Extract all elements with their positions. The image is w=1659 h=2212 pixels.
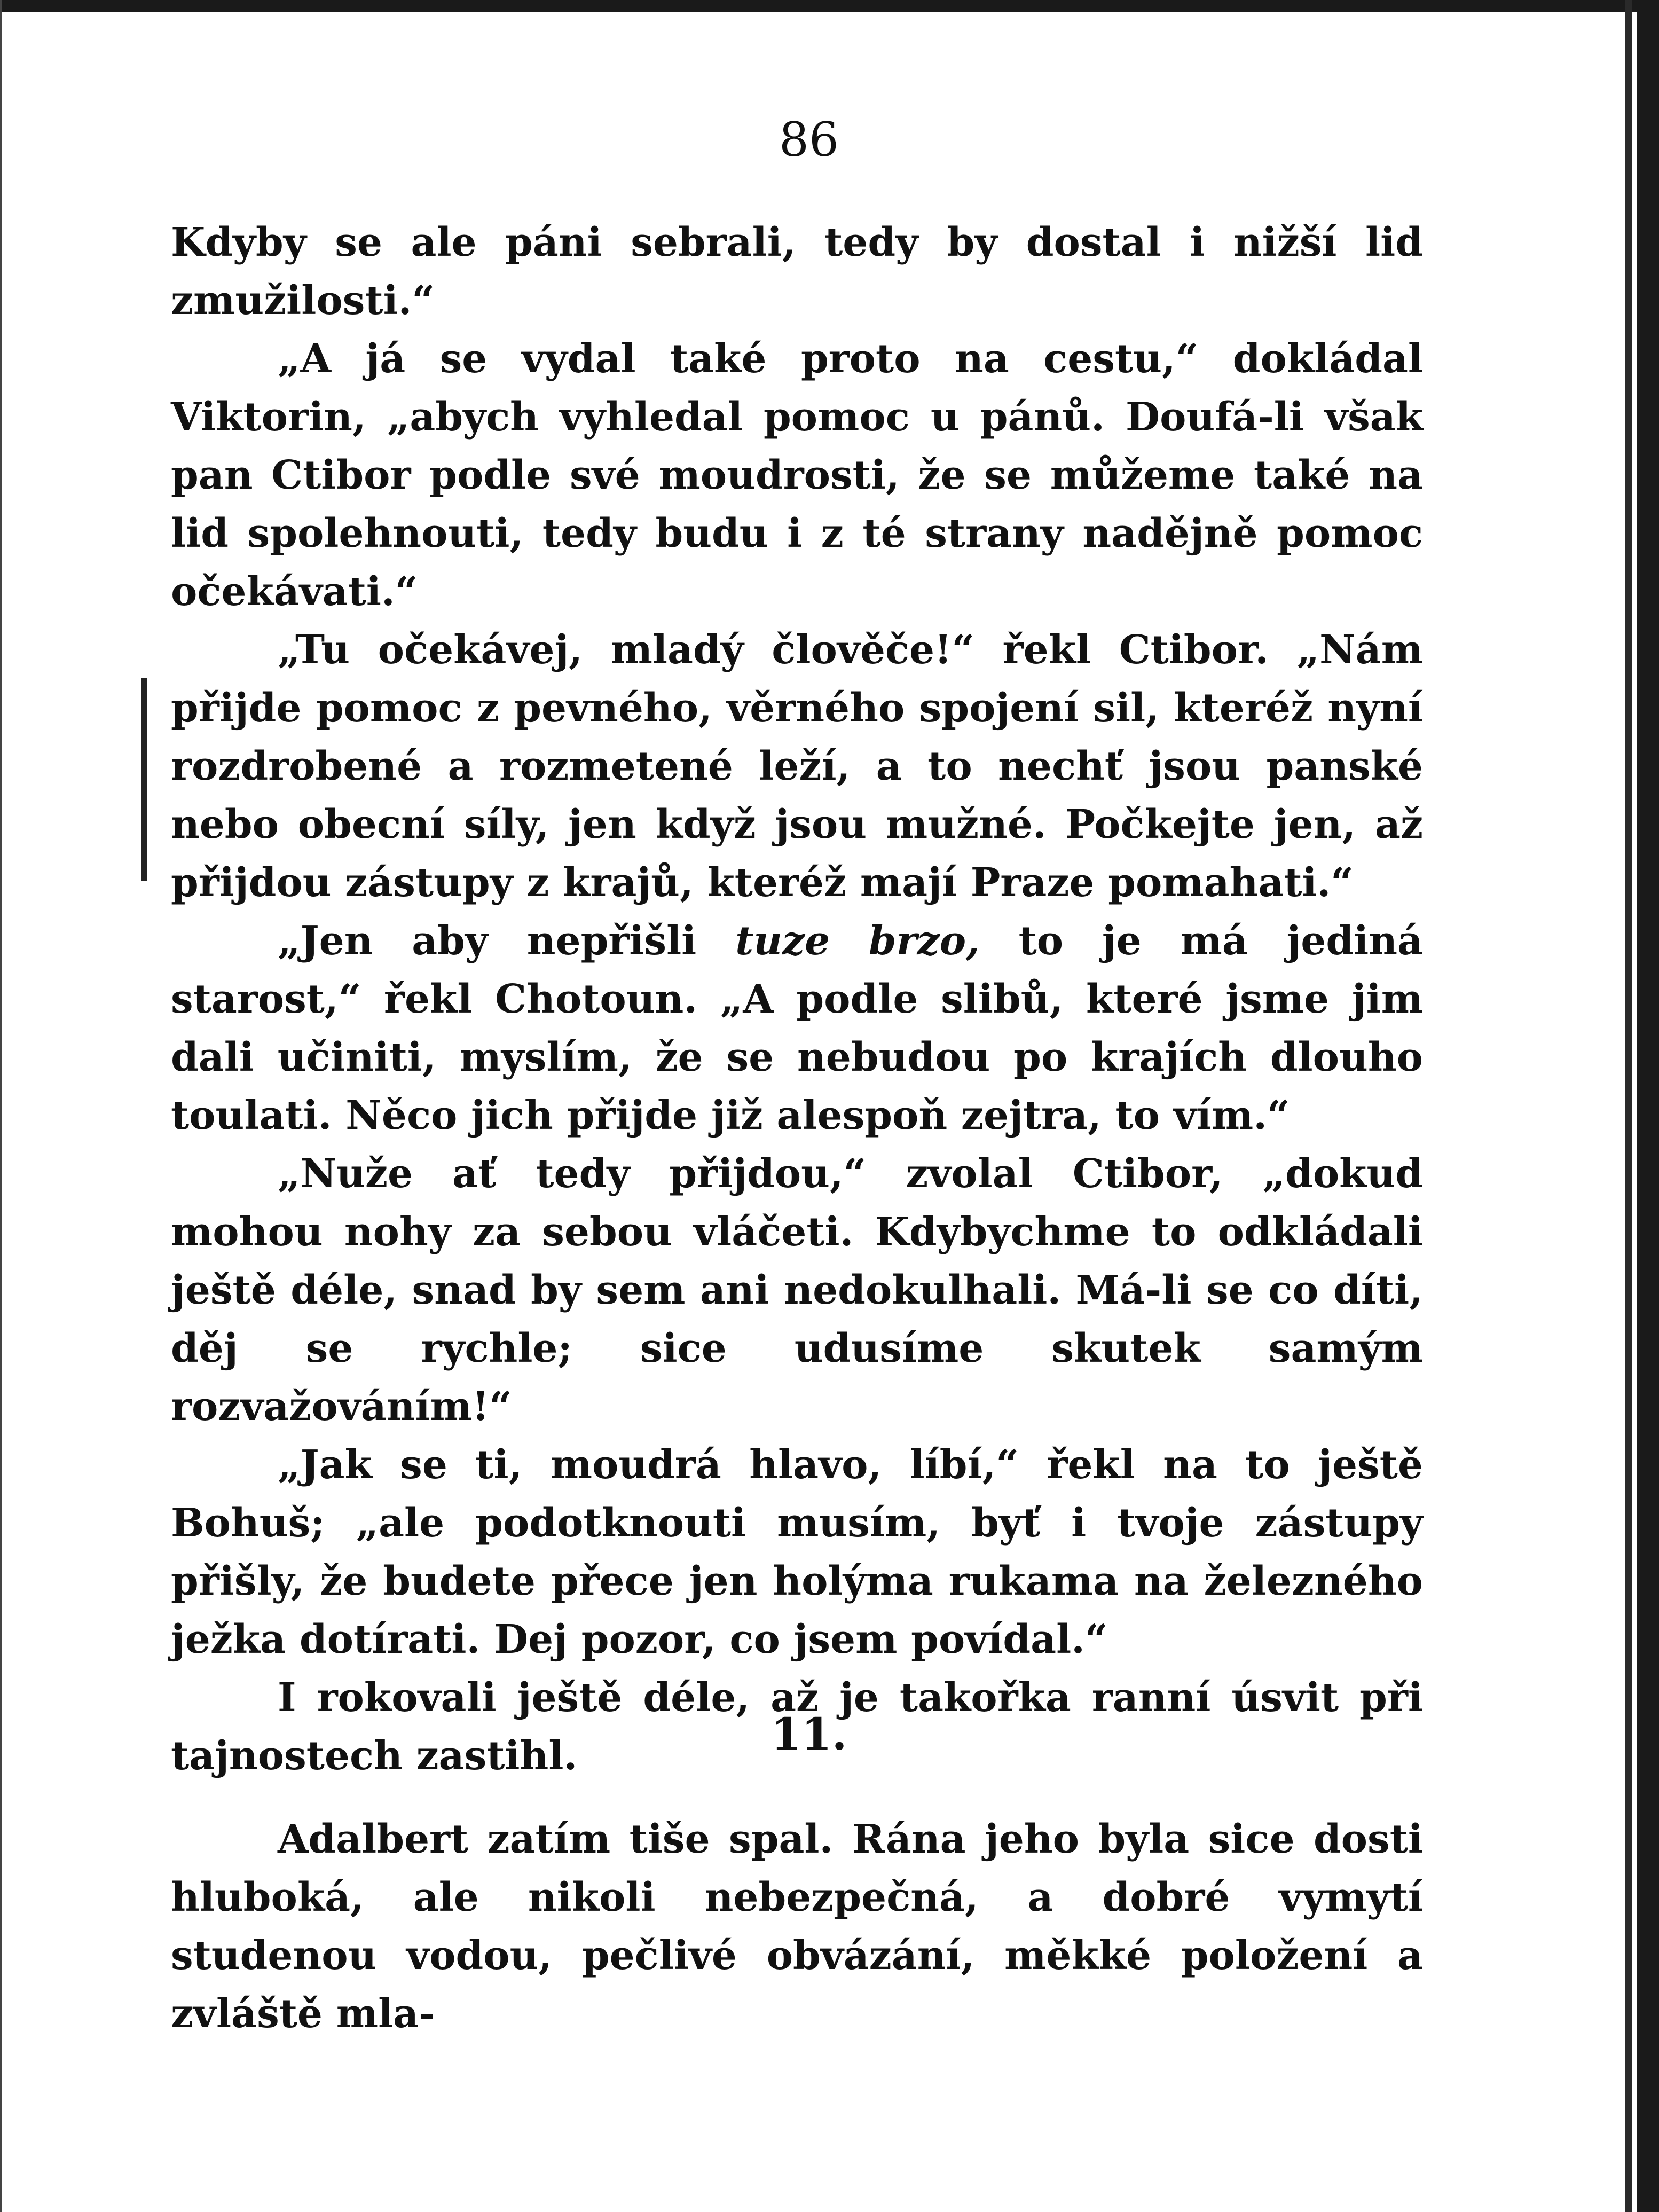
body-text xyxy=(171,214,1423,1785)
italic-phrase: tuze brzo, xyxy=(735,918,980,964)
paragraph: „A já se vydal také proto na cestu,“ dokládal Viktorin, „abych vyhledal pomoc u pánů. Doufá-li však pan Ctibor podle své moudrosti, že se můžeme také na lid spolehnouti, tedy budu i z té strany nadějně pomoc očekávati.“ xyxy=(171,336,1423,615)
chapter-heading: 11. xyxy=(770,1709,847,1760)
scan-border-right xyxy=(1637,0,1659,2212)
chapter-body-text xyxy=(171,1810,1423,2043)
paragraph: Adalbert zatím tiše spal. Rána jeho byla sice dosti hluboká, ale nikoli nebezpečná, a dobré vymytí studenou vodou, pečlivé obvázání, měkké položení a zvláště mla- xyxy=(171,1816,1423,2037)
paragraph: „Tu očekávej, mladý člověče!“ řekl Ctibor. „Nám přijde pomoc z pevného, věrného spojení sil, kteréž nyní rozdrobené a rozmetené leží, a to nechť jsou panské nebo obecní síly, jen když jsou mužné. Počkejte jen, až přijdou zástupy z krajů, kteréž mají Praze pomahati.“ xyxy=(171,627,1423,906)
paragraph: I rokovali ještě déle, až je takořka ranní úsvit při tajnostech zastihl. xyxy=(171,1675,1423,1779)
page-number: 86 xyxy=(779,112,839,167)
paragraph xyxy=(171,912,1423,1145)
paragraph: „Jak se ti, moudrá hlavo, líbí,“ řekl na to ještě Bohuš; „ale podotknouti musím, byť i tvoje zástupy přišly, že budete přece jen holýma rukama na železného ježka dotírati. Dej pozor, co jsem povídal.“ xyxy=(171,1442,1423,1662)
paragraph: „Nuže ať tedy přijdou,“ zvolal Ctibor, „dokud mohou nohy za sebou vláčeti. Kdybychme to odkládali ještě déle, snad by sem ani nedokulhali. Má-li se co díti, děj se rychle; sice udusíme skutek samým rozvažováním!“ xyxy=(171,1151,1423,1430)
margin-mark xyxy=(141,678,147,881)
scan-border-top xyxy=(0,0,1659,12)
paragraph-text: „Jen aby nepřišli xyxy=(278,918,736,964)
scan-border-left xyxy=(0,0,2,2212)
paragraph-text: to je má jediná starost,“ řekl Chotoun. „A podle slibů, které jsme jim dali učiniti, myslím, že se nebudou po krajích dlouho toulati. Něco jich přijde již alespoň zejtra, to vím.“ xyxy=(171,918,1423,1139)
paragraph: Kdyby se ale páni sebrali, tedy by dostal i nižší lid zmužilosti.“ xyxy=(171,219,1423,324)
scan-border-right-inner xyxy=(1625,0,1632,2212)
